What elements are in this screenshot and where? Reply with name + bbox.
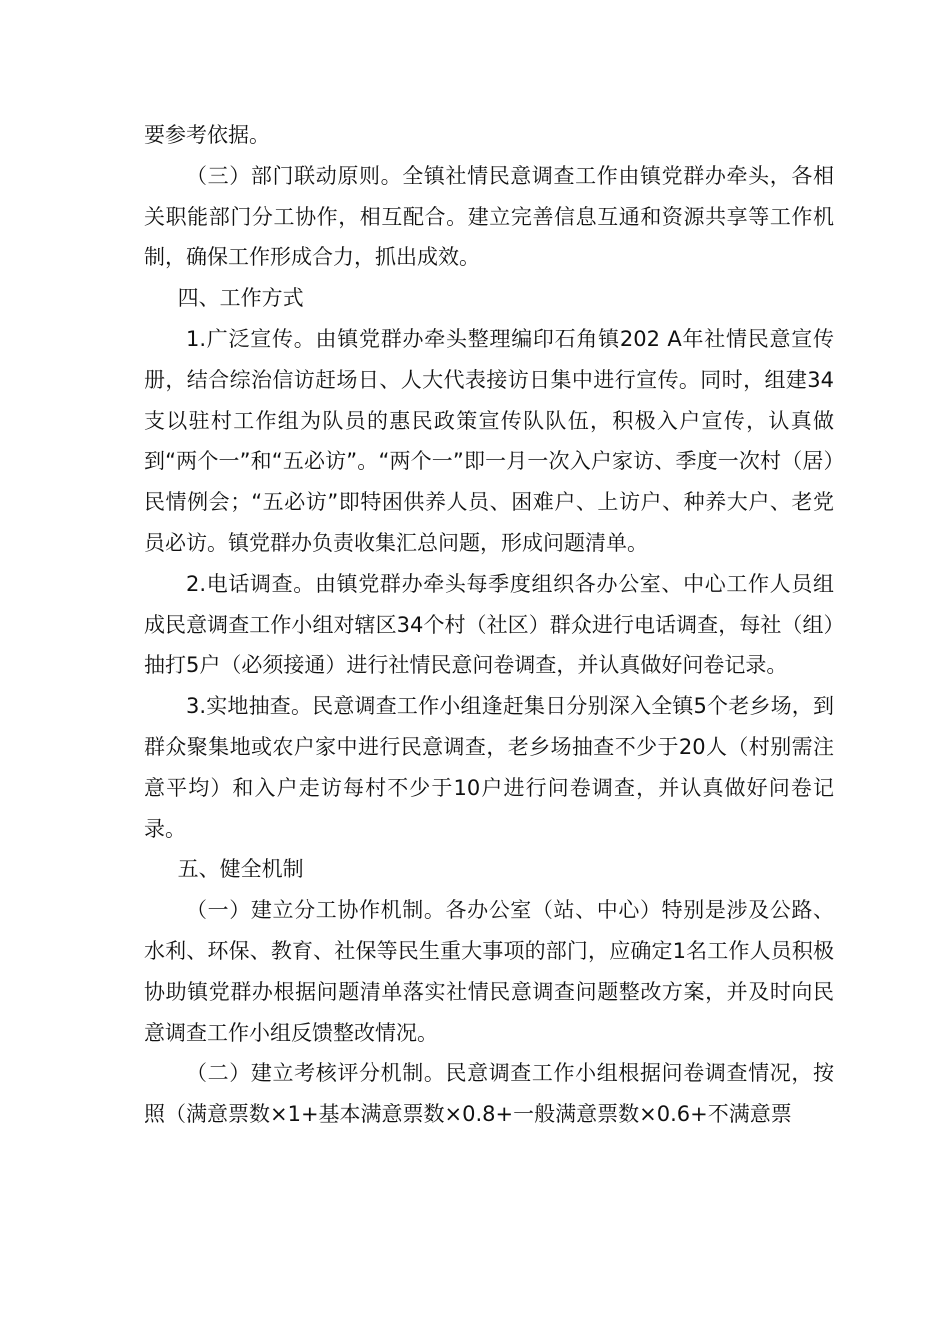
section-heading-mechanisms: 五、健全机制 — [177, 857, 304, 882]
paragraph-mechanism-scoring: （二）建立考核评分机制。民意调查工作小组根据问卷调查情况，按照（满意票数×1+基本满意票数×0.8+一般满意票数×0.6+不满意票 — [144, 1061, 834, 1127]
paragraph-principle-three: （三）部门联动原则。全镇社情民意调查工作由镇党群办牵头，各相关职能部门分工协作，相互配合。建立完善信息互通和资源共享等工作机制，确保工作形成合力，抓出成效。 — [144, 163, 834, 270]
section-heading-work-methods: 四、工作方式 — [177, 286, 304, 311]
paragraph-continuation: 要参考依据。 — [144, 123, 270, 147]
paragraph-mechanism-cooperation: （一）建立分工协作机制。各办公室（站、中心）特别是涉及公路、水利、环保、教育、社保等民生重大事项的部门，应确定1名工作人员积极协助镇党群办根据问题清单落实社情民意调查问题整改方案，并及时向民意调查工作小组反馈整改情况。 — [144, 898, 834, 1045]
paragraph-method-phone-survey: 2.电话调查。由镇党群办牵头每季度组织各办公室、中心工作人员组成民意调查工作小组对辖区34个村（社区）群众进行电话调查，每社（组）抽打5户（必须接通）进行社情民意问卷调查，并认真做好问卷记录。 — [144, 571, 834, 678]
paragraph-method-field-check: 3.实地抽查。民意调查工作小组逢赶集日分别深入全镇5个老乡场，到群众聚集地或农户家中进行民意调查，老乡场抽查不少于20人（村别需注意平均）和入户走访每村不少于10户进行问卷调查，并认真做好问卷记录。 — [144, 694, 834, 841]
paragraph-method-publicity: 1.广泛宣传。由镇党群办牵头整理编印石角镇202 A年社情民意宣传册，结合综治信访赶场日、人大代表接访日集中进行宣传。同时，组建34支以驻村工作组为队员的惠民政策宣传队队伍，积极入户宣传，认真做到“两个一”和“五必访”。“两个一”即一月一次入户家访、季度一次村（居）民情例会；“五必访”即特困供养人员、困难户、上访户、种养大户、老党员必访。镇党群办负责收集汇总问题，形成问题清单。 — [144, 326, 834, 555]
document-body — [144, 115, 834, 1135]
